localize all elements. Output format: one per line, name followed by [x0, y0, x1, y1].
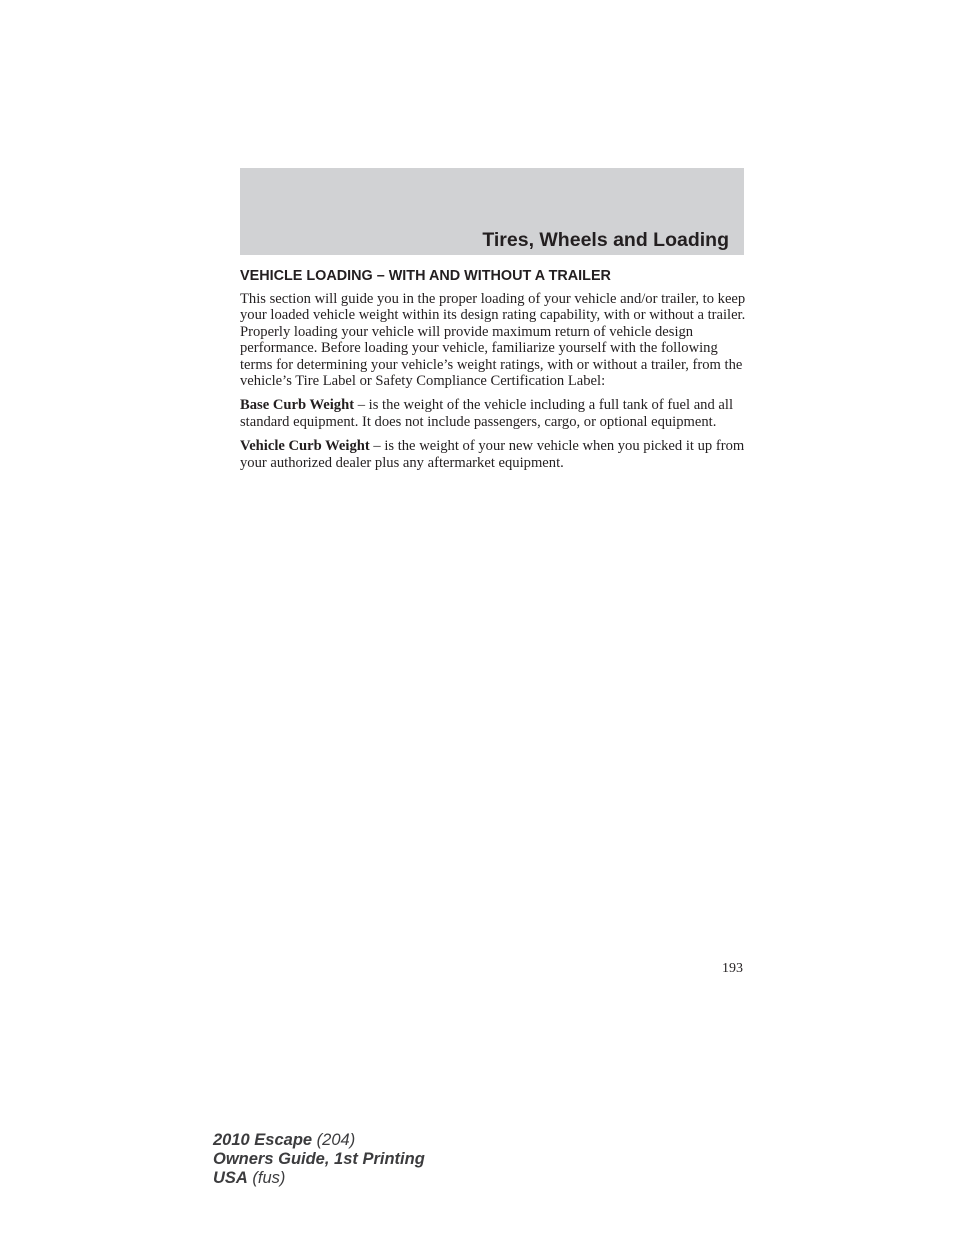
footer-market-code: (fus)	[247, 1169, 286, 1187]
footer-guide: Owners Guide, 1st Printing	[213, 1150, 425, 1168]
footer-model-line	[213, 1131, 425, 1150]
chapter-title: Tires, Wheels and Loading	[482, 229, 729, 251]
print-footer	[213, 1131, 425, 1188]
definition-text: – is the weight of the vehicle including a full tank of fuel and all standard equipment. It does not include passengers, cargo, or optional equipment.	[240, 397, 734, 430]
definition-text: – is the weight of your new vehicle when you picked it up from your authorized dealer plus any aftermarket equipment.	[240, 438, 745, 471]
page-content	[240, 266, 746, 479]
footer-market-line	[213, 1169, 425, 1188]
footer-model-code: (204)	[312, 1131, 356, 1149]
footer-guide-line	[213, 1150, 425, 1169]
section-heading: VEHICLE LOADING – WITH AND WITHOUT A TRAILER	[240, 268, 611, 284]
intro-paragraph: This section will guide you in the proper loading of your vehicle and/or trailer, to keep your loaded vehicle weight within its design rating capability, with or without a trailer. Properly loading your vehicle will provide maximum return of vehicle design performance. Before loading your vehicle, familiarize yourself with the following terms for determining your vehicle’s weight ratings, with or without a trailer, from the vehicle’s Tire Label or Safety Compliance Certification Label:	[240, 291, 746, 390]
page-number: 193	[722, 961, 743, 976]
definition-base-curb-weight	[240, 397, 746, 430]
footer-market: USA	[213, 1169, 248, 1187]
footer-model: 2010 Escape	[213, 1131, 313, 1149]
definition-term: Base Curb Weight	[240, 397, 355, 414]
definition-term: Vehicle Curb Weight	[240, 438, 370, 455]
definition-vehicle-curb-weight	[240, 438, 746, 471]
chapter-header-band	[240, 168, 744, 255]
